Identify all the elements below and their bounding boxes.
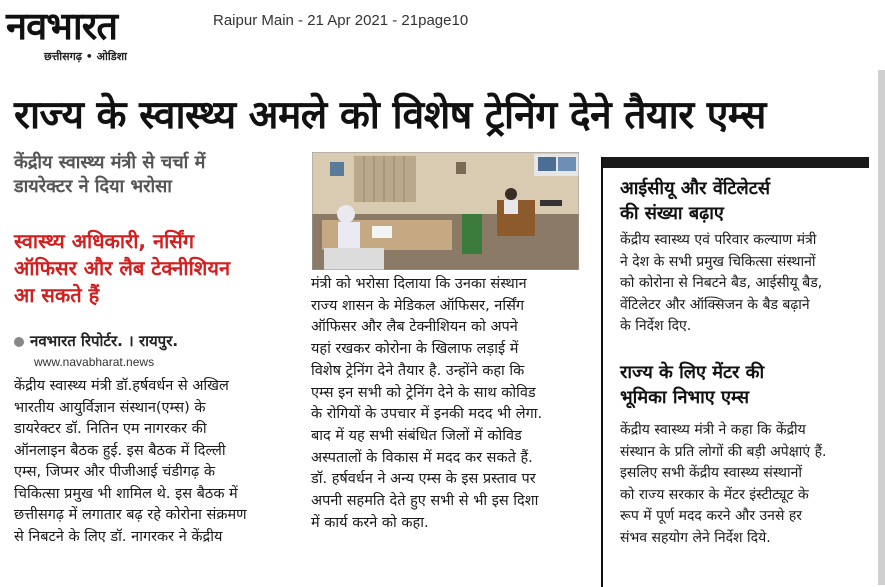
- logo-subtitle: छत्तीसगढ़ • ओडिशा: [44, 50, 127, 63]
- byline-text: नवभारत रिपोर्टर. । रायपुर.: [30, 332, 179, 350]
- column-line: यहां रखकर कोरोना के खिलाफ लड़ाई में: [311, 341, 519, 358]
- column-line: एम्स, जिप्मर और पीजीआई चंडीगढ़ के: [14, 464, 215, 480]
- edition-info: Raipur Main - 21 Apr 2021 - 21page10: [213, 12, 469, 29]
- meeting-room-image: [312, 152, 579, 270]
- sidebar-line: केंद्रीय स्वास्थ्य एवं परिवार कल्याण मंत्री: [620, 232, 817, 248]
- sidebar-title-line: राज्य के लिए मेंटर की: [620, 362, 765, 383]
- sidebar-section-2-text: [620, 420, 875, 549]
- bullet-icon: [14, 337, 24, 347]
- subheadline-line: केंद्रीय स्वास्थ्य मंत्री से चर्चा में: [14, 152, 206, 173]
- column-line: अस्पतालों के विकास में मदद कर सकते हैं.: [311, 449, 533, 466]
- sidebar-line: संस्थान के प्रति लोगों की बड़ी अपेक्षाएं हैं.: [620, 443, 827, 460]
- sidebar-line: रूप में पूर्ण मदद करने और उनसे हर: [620, 508, 803, 524]
- logo-text: नवभारत: [6, 4, 117, 48]
- column-line: बाद में यह सभी संबंधित जिलों में कोविड: [311, 427, 522, 444]
- column-line: अपनी सहमति देते हुए सभी से भी इस दिशा: [311, 493, 539, 510]
- sidebar-line: वेंटिलेटर और ऑक्सिजन के बैड बढ़ाने: [620, 296, 810, 313]
- byline: [14, 331, 178, 351]
- sidebar-section-2-title: [620, 360, 875, 410]
- sidebar-line: को राज्य सरकार के मेंटर इंस्टीट्यूट के: [620, 486, 809, 503]
- red-subheadline-line: आ सकते हैं: [14, 283, 100, 307]
- sidebar-line: ने देश के सभी प्रमुख चिकित्सा संस्थानों: [620, 253, 816, 270]
- column-line: डायरेक्टर डॉ. नितिन एम नागरकर की: [14, 421, 207, 437]
- subheadline-line: डायरेक्टर ने दिया भरोसा: [14, 176, 172, 197]
- article-subheadline: [14, 151, 299, 199]
- column-line: डॉ. हर्षवर्धन ने अन्य एम्स के इस प्रस्ताव पर: [311, 471, 536, 488]
- article-column-1: [14, 376, 299, 548]
- article-red-subheadline: [14, 228, 299, 309]
- red-subheadline-line: ऑफिसर और लैब टेक्नीशियन: [14, 256, 231, 280]
- column-line: ऑफिसर और लैब टेक्नीशियन को अपने: [311, 319, 518, 336]
- sidebar-title-line: की संख्या बढ़ाए: [620, 203, 724, 224]
- newspaper-logo: [6, 6, 202, 64]
- sidebar-line: संभव सहयोग लेने निर्देश दिये.: [620, 529, 771, 546]
- column-line: केंद्रीय स्वास्थ्य मंत्री डॉ.हर्षवर्धन से अखिल: [14, 378, 229, 394]
- sidebar-line: इसलिए सभी केंद्रीय स्वास्थ्य संस्थानों: [620, 465, 803, 481]
- sidebar-title-line: भूमिका निभाए एम्स: [620, 387, 749, 408]
- page-edge-shadow: [878, 70, 885, 585]
- sidebar-section-1-text: [620, 230, 875, 338]
- sidebar-line: के निर्देश दिए.: [620, 318, 692, 334]
- column-line: भारतीय आयुर्विज्ञान संस्थान(एम्स) के: [14, 399, 206, 416]
- column-line: राज्य शासन के मेडिकल ऑफिसर, नर्सिंग: [311, 297, 525, 314]
- sidebar-section-1-title: [620, 176, 875, 226]
- sidebar-title-line: आईसीयू और वेंटिलेटर्स: [620, 178, 770, 199]
- column-line: के रोगियों के उपचार में इनकी मदद भी लेगा.: [311, 406, 543, 423]
- sidebar-line: केंद्रीय स्वास्थ्य मंत्री ने कहा कि केंद्रीय: [620, 422, 806, 438]
- column-line: ऑनलाइन बैठक हुई. इस बैठक में दिल्ली: [14, 442, 226, 459]
- column-line: में कार्य करने को कहा.: [311, 514, 429, 531]
- column-line: मंत्री को भरोसा दिलाया कि उनका संस्थान: [311, 276, 527, 292]
- red-subheadline-line: स्वास्थ्य अधिकारी, नर्सिंग: [14, 229, 195, 253]
- column-line: से निबटने के लिए डॉ. नागरकर ने केंद्रीय: [14, 528, 223, 545]
- sidebar-top-bar: [603, 157, 869, 168]
- sidebar-line: को कोरोना से निबटने बैड, आईसीयू बैड,: [620, 275, 823, 291]
- column-line: छत्तीसगढ़ में लगातार बढ़ रहे कोरोना संक्रमण: [14, 507, 247, 523]
- article-column-2: [311, 274, 581, 534]
- website-url: www.navabharat.news: [34, 355, 155, 369]
- column-line: विशेष ट्रेनिंग देने तैयार है. उन्होंने कहा कि: [311, 362, 525, 379]
- meeting-photo: [312, 152, 579, 270]
- article-headline: राज्य के स्वास्थ्य अमले को विशेष ट्रेनिंग देने तैयार एम्स: [14, 93, 766, 138]
- column-line: एम्स इन सभी को ट्रेनिंग देने के साथ कोविड: [311, 384, 536, 401]
- column-line: चिकित्सा प्रमुख भी शामिल थे. इस बैठक में: [14, 485, 238, 502]
